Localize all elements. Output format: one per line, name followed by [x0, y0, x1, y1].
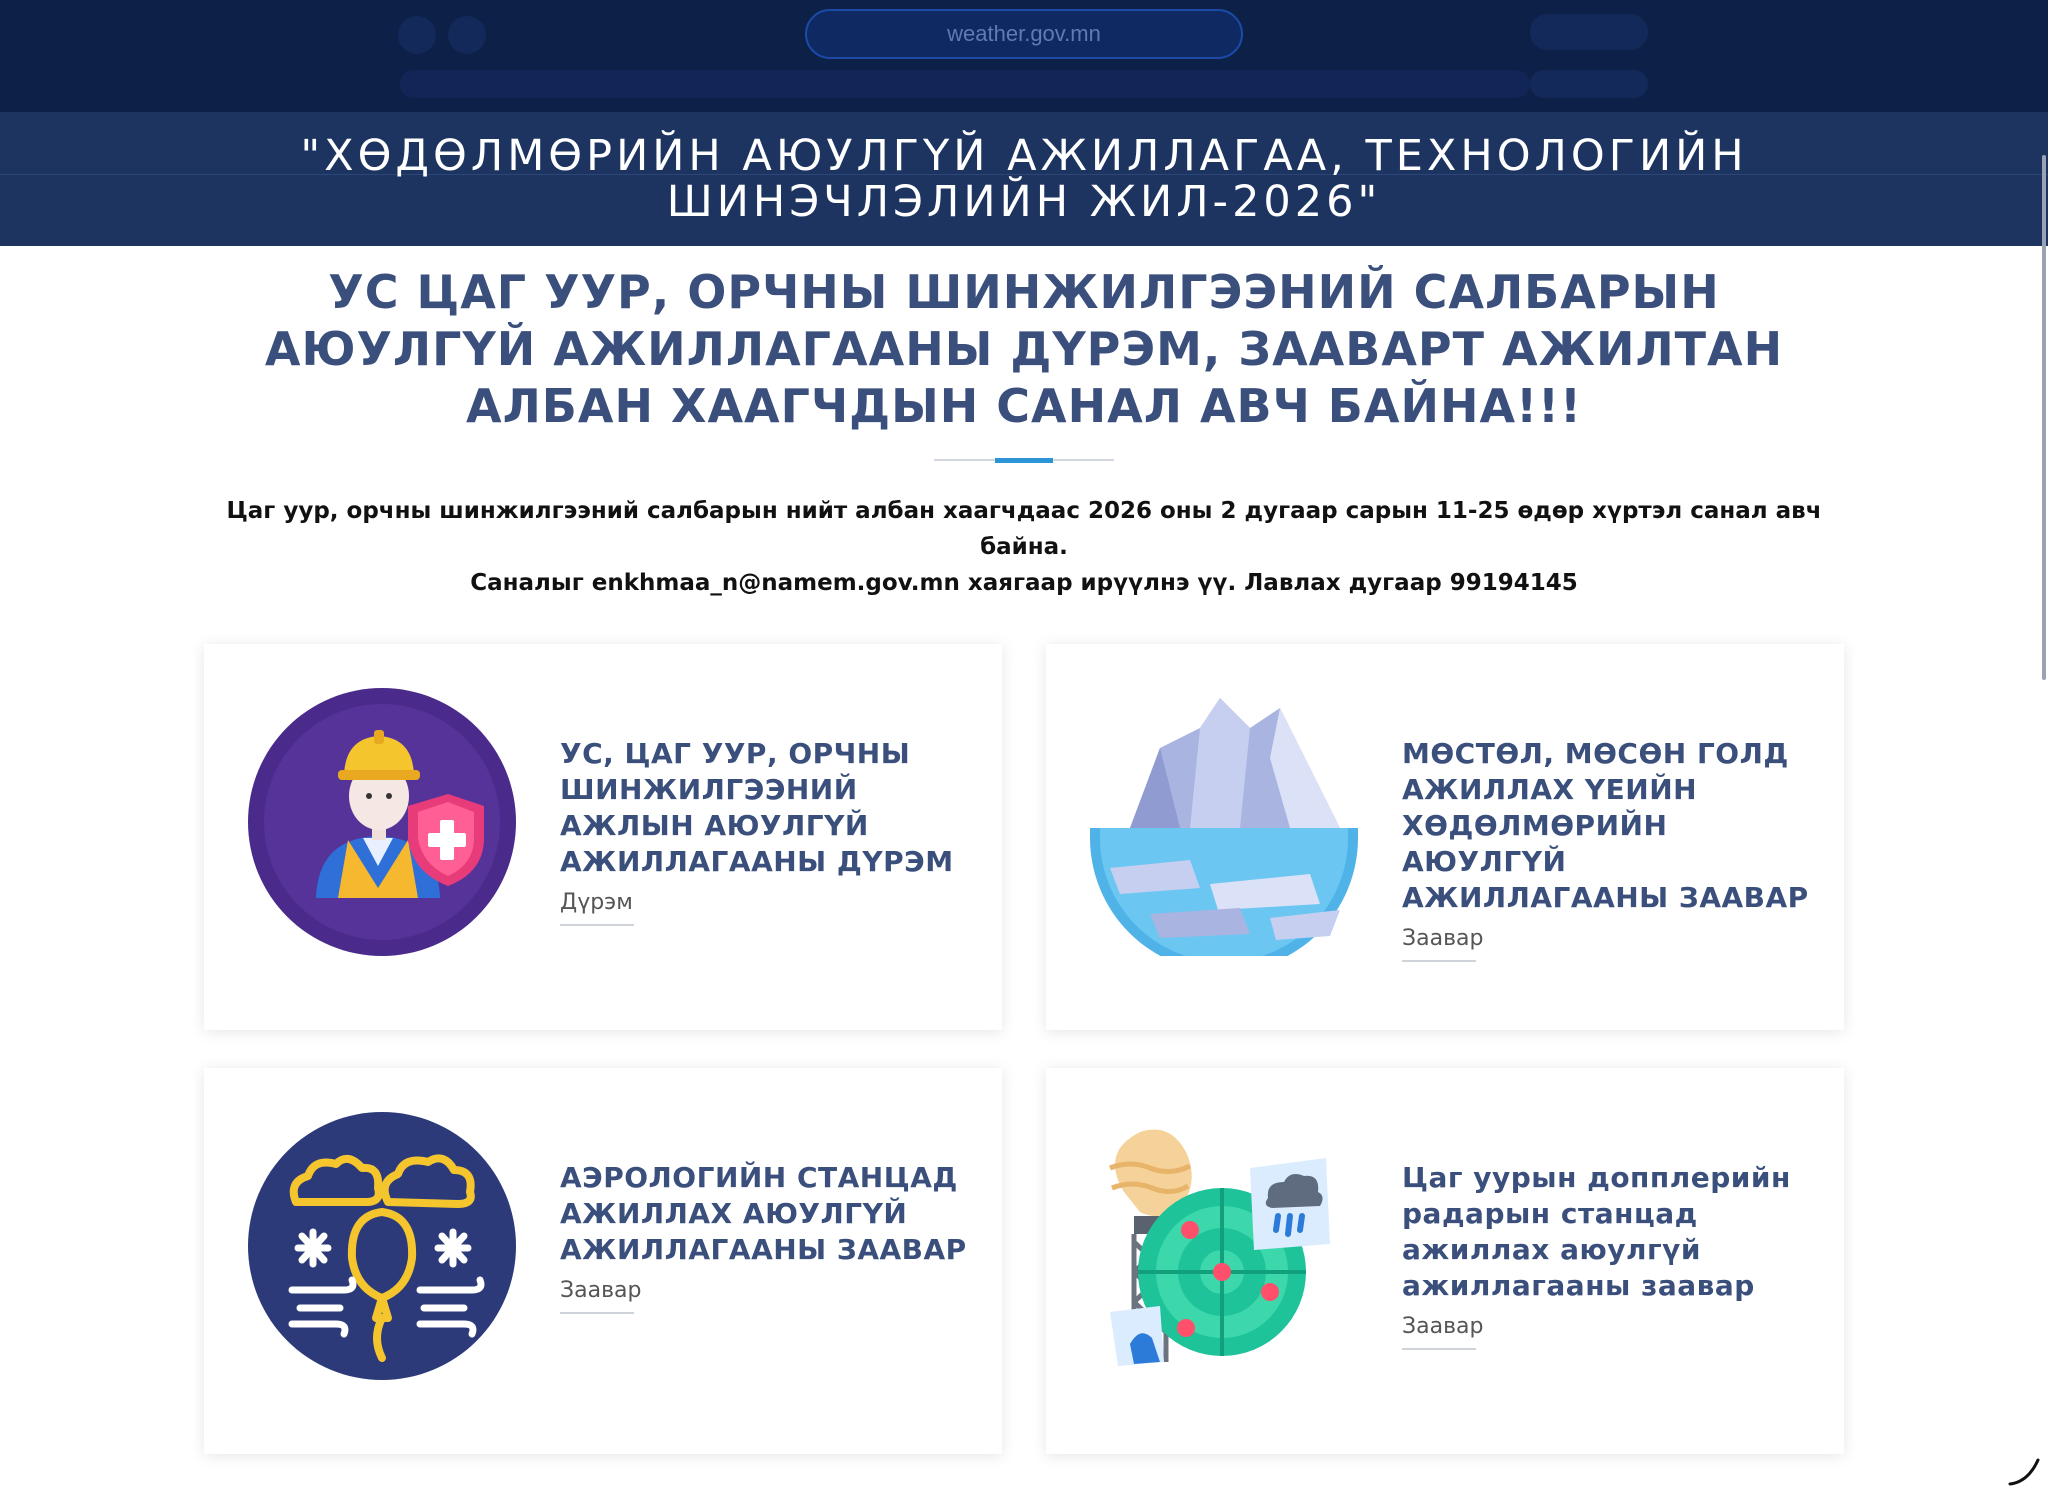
safety-worker-icon	[248, 688, 516, 956]
card-rule	[1402, 1348, 1476, 1350]
card-aerology-instruction[interactable]	[204, 1068, 1002, 1454]
back-button[interactable]	[398, 16, 436, 54]
card-type: Заавар	[1402, 1314, 1484, 1339]
toolbar-button-secondary[interactable]	[1530, 70, 1648, 98]
radar-station-icon	[1090, 1112, 1358, 1380]
card-rule	[560, 924, 634, 926]
banner-title: "ХӨДӨЛМӨРИЙН АЮУЛГҮЙ АЖИЛЛАГАА, ТЕХНОЛОГИЙН ШИНЭЧЛЭЛИЙН ЖИЛ-2026"	[300, 131, 1748, 227]
year-banner	[0, 112, 2048, 246]
address-bar[interactable]: weather.gov.mn	[805, 9, 1243, 59]
page-scrollbar[interactable]	[2042, 155, 2046, 680]
card-type: Заавар	[1402, 926, 1484, 951]
card-glacier-instruction[interactable]	[1046, 644, 1844, 1030]
card-title[interactable]: АЭРОЛОГИЙН СТАНЦАД АЖИЛЛАХ АЮУЛГҮЙ АЖИЛЛАГААНЫ ЗААВАР	[560, 1161, 967, 1266]
card-text	[1402, 736, 1812, 962]
intro-line-1: Цаг уур, орчны шинжилгээний салбарын нийт албан хаагчдаас 2026 оны 2 дугаар сарын 11-25 өдөр хүртэл санал авч байна.	[226, 498, 1822, 560]
intro-line-2: Саналыг enkhmaa_n@namem.gov.mn хаягаар ирүүлнэ үү. Лавлах дугаар 99194145	[470, 570, 1578, 596]
card-title[interactable]: Цаг уурын допплерийн радарын станцад ажиллах аюулгүй ажиллагааны заавар	[1402, 1161, 1791, 1302]
card-text	[560, 1160, 970, 1314]
page-title: УС ЦАГ УУР, ОРЧНЫ ШИНЖИЛГЭЭНИЙ САЛБАРЫН АЮУЛГҮЙ АЖИЛЛАГААНЫ ДҮРЭМ, ЗААВАРТ АЖИЛТАН АЛБАН ХААГЧДЫН САНАЛ АВЧ БАЙНА!!!	[264, 265, 1784, 433]
forward-button[interactable]	[448, 16, 486, 54]
card-rule	[1402, 960, 1476, 962]
weather-balloon-icon	[248, 1112, 516, 1380]
card-safety-rules[interactable]	[204, 644, 1002, 1030]
card-title[interactable]: УС, ЦАГ УУР, ОРЧНЫ ШИНЖИЛГЭЭНИЙ АЖЛЫН АЮУЛГҮЙ АЖИЛЛАГААНЫ ДҮРЭМ	[560, 737, 954, 878]
title-divider-accent	[995, 458, 1053, 463]
card-text	[560, 736, 970, 926]
tab-strip[interactable]	[400, 70, 1530, 98]
cursor-icon	[2006, 1452, 2042, 1488]
glacier-icon	[1090, 688, 1358, 956]
card-title[interactable]: МӨСТӨЛ, МӨСӨН ГОЛД АЖИЛЛАХ ҮЕИЙН ХӨДӨЛМӨРИЙН АЮУЛГҮЙ АЖИЛЛАГААНЫ ЗААВАР	[1402, 737, 1809, 914]
card-type: Заавар	[560, 1278, 642, 1303]
card-rule	[560, 1312, 634, 1314]
toolbar-button[interactable]	[1530, 14, 1648, 50]
browser-toolbar	[0, 0, 2048, 112]
card-text	[1402, 1160, 1812, 1350]
card-type: Дүрэм	[560, 890, 633, 915]
intro-text	[180, 493, 1868, 601]
card-radar-instruction[interactable]	[1046, 1068, 1844, 1454]
